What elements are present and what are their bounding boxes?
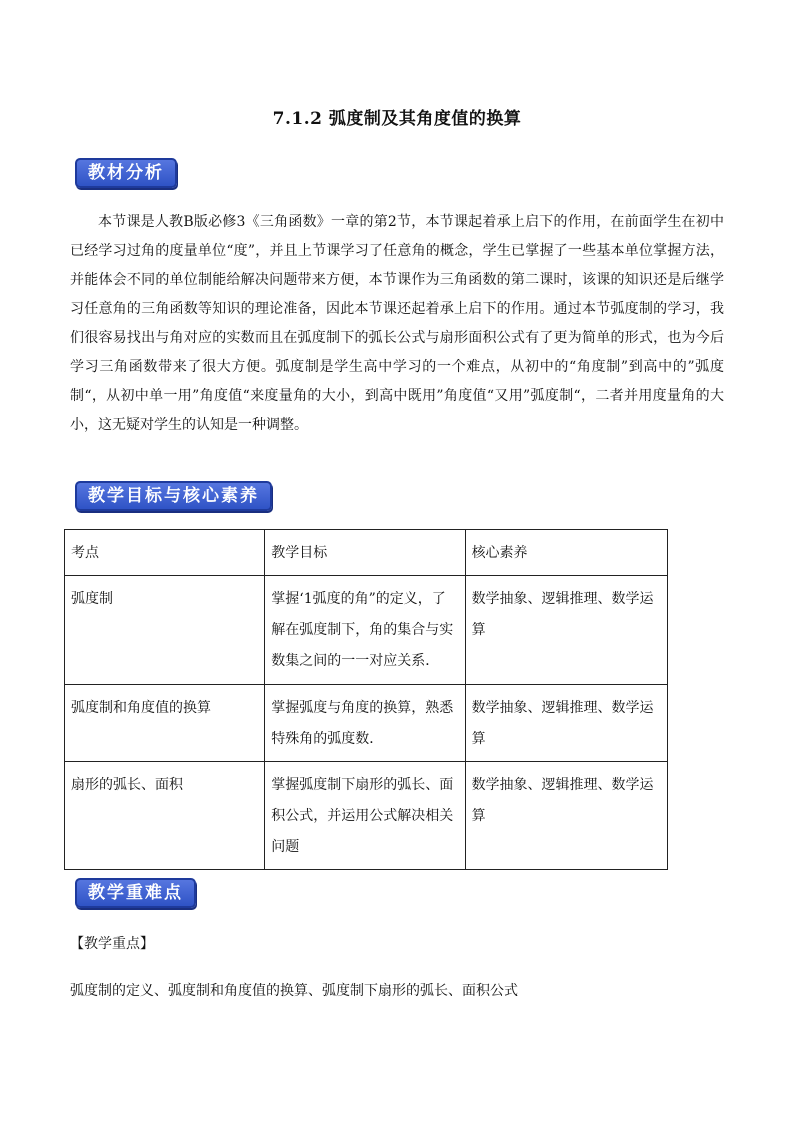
section-badge-goals: 教学目标与核心素养	[75, 481, 272, 511]
table-cell: 掌握‘1弧度的角”的定义，了解在弧度制下，角的集合与实数集之间的一一对应关系．	[265, 576, 465, 685]
table-cell: 数学抽象、逻辑推理、数学运算	[465, 576, 667, 685]
table-cell: 弧度制	[65, 576, 265, 685]
section-badge-difficulty: 教学重难点	[75, 878, 196, 908]
table-cell: 掌握弧度制下扇形的弧长、面积公式，并运用公式解决相关问题	[265, 762, 465, 870]
table-header-cell: 考点	[65, 530, 265, 576]
focus-text: 弧度制的定义、弧度制和角度值的换算、弧度制下扇形的弧长、面积公式	[70, 983, 518, 999]
section-badge-analysis: 教材分析	[75, 158, 177, 188]
table-header-cell: 教学目标	[265, 530, 465, 576]
goals-table	[64, 529, 668, 870]
table-cell: 数学抽象、逻辑推理、数学运算	[465, 762, 667, 870]
page-title: 7.1.2 弧度制及其角度值的换算	[272, 109, 522, 129]
table-cell: 掌握弧度与角度的换算，熟悉特殊角的弧度数．	[265, 685, 465, 762]
table-row	[65, 762, 668, 870]
analysis-paragraph: 本节课是人教B版必修3《三角函数》一章的第2节，本节课起着承上启下的作用，在前面学生在初中已经学习过角的度量单位“度”，并且上节课学习了任意角的概念，学生已掌握了一些基本单位掌握方法，并能体会不同的单位制能给解决问题带来方便，本节课作为三角函数的第二课时，该课的知识还是后继学习任意角的三角函数等知识的理论准备，因此本节课还起着承上启下的作用。通过本节弧度制的学习，我们很容易找出与角对应的实数而且在弧度制下的弧长公式与扇形面积公式有了更为简单的形式，也为今后学习三角函数带来了很大方便。弧度制是学生高中学习的一个难点，从初中的“角度制”到高中的”弧度制“，从初中单一用”角度值“来度量角的大小，到高中既用”角度值“又用”弧度制“，二者并用度量角的大小，这无疑对学生的认知是一种调整。	[70, 214, 724, 433]
table-header-cell: 核心素养	[465, 530, 667, 576]
table-cell: 数学抽象、逻辑推理、数学运算	[465, 685, 667, 762]
table-header-row	[65, 530, 668, 576]
table-cell: 扇形的弧长、面积	[65, 762, 265, 870]
table-row	[65, 685, 668, 762]
table-row	[65, 576, 668, 685]
table-cell: 弧度制和角度值的换算	[65, 685, 265, 762]
focus-heading: 【教学重点】	[70, 936, 154, 952]
